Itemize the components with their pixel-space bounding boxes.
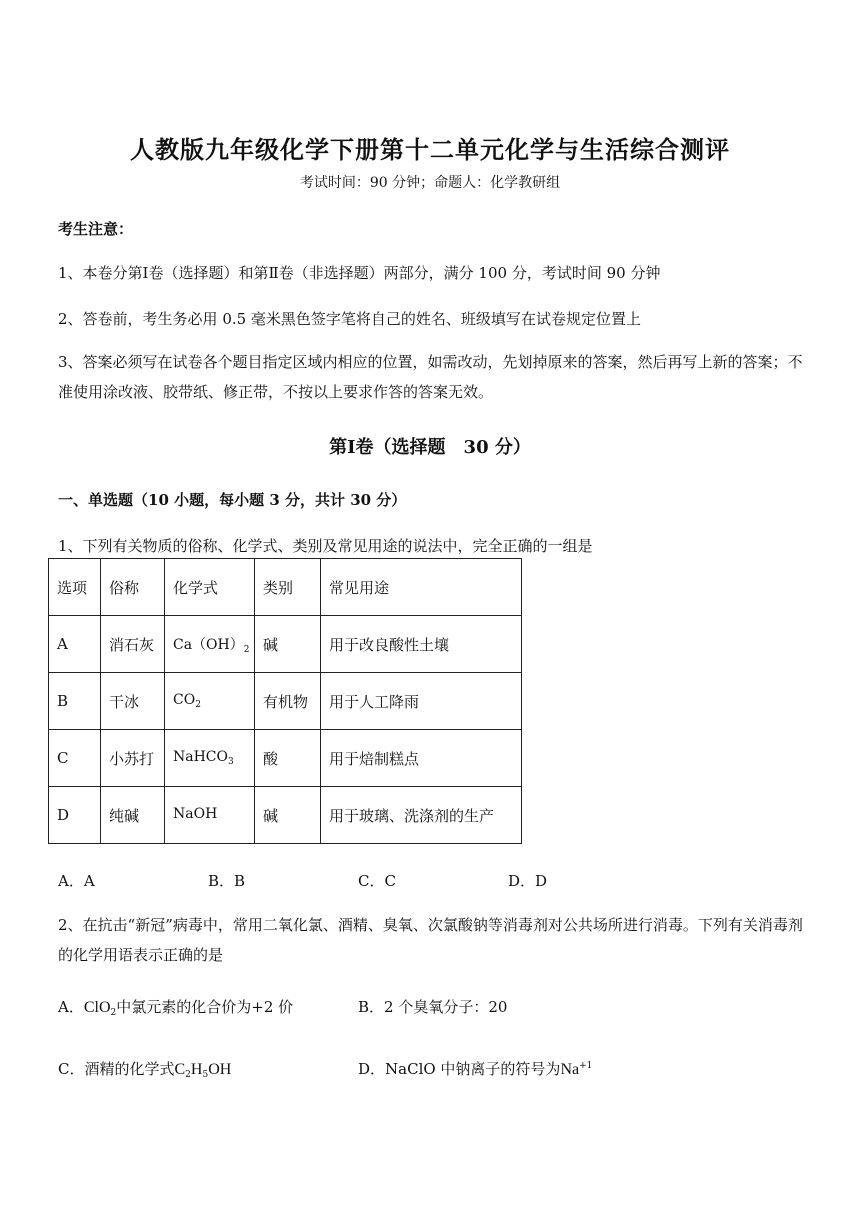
- table-row: [49, 787, 522, 844]
- table-header-cell: 类别: [255, 559, 321, 616]
- question-1-stem: 1、下列有关物质的俗称、化学式、类别及常见用途的说法中，完全正确的一组是: [58, 537, 593, 555]
- notice-item-3: 3、答案必须写在试卷各个题目指定区域内相应的位置，如需改动，先划掉原来的答案，然后再写上新的答案；不准使用涂改液、胶带纸、修正带，不按以上要求作答的答案无效。: [58, 353, 803, 401]
- row-common-name: 小苏打: [101, 730, 165, 787]
- question-2-choice-b[interactable]: B．2 个臭氧分子：20: [358, 998, 508, 1016]
- table-row: [49, 730, 522, 787]
- page-title: 人教版九年级化学下册第十二单元化学与生活综合测评: [130, 135, 730, 164]
- question-2-choice-c[interactable]: [58, 1058, 231, 1080]
- question-2-stem: 2、在抗击“新冠”病毒中，常用二氧化氯、酒精、臭氧、次氯酸钠等消毒剂对公共场所进行消毒。下列有关消毒剂的化学用语表示正确的是: [58, 916, 803, 964]
- notice-heading: 考生注意：: [58, 220, 134, 238]
- table-header-cell: 俗称: [101, 559, 165, 616]
- choice-text: D．NaClO 中钠离子的符号为: [358, 1060, 561, 1078]
- choice-prefix: A．: [58, 998, 84, 1016]
- row-use: 用于改良酸性土壤: [321, 616, 522, 673]
- table-header-cell: 常见用途: [321, 559, 522, 616]
- section-title: 第Ⅰ卷（选择题 30 分）: [329, 437, 531, 458]
- row-common-name: 消石灰: [101, 616, 165, 673]
- row-category: 碱: [255, 787, 321, 844]
- row-formula: [165, 616, 255, 673]
- formula-text: CO: [173, 692, 196, 708]
- ion-charge: +1: [579, 1061, 593, 1071]
- chem-formula: OH: [208, 1061, 232, 1078]
- notice-item-2: 2、答卷前，考生务必用 0.5 毫米黑色签字笔将自己的姓名、班级填写在试卷规定位置上: [58, 310, 641, 328]
- formula-text: Ca（OH）: [173, 636, 244, 653]
- table-row: [49, 616, 522, 673]
- question-1-choice-b[interactable]: B．B: [208, 872, 246, 890]
- formula-subscript: 2: [195, 700, 201, 710]
- row-category: 酸: [255, 730, 321, 787]
- ion-symbol: Na: [560, 1061, 580, 1078]
- table-header-row: [49, 559, 522, 616]
- formula-subscript: 2: [243, 644, 250, 655]
- formula-text: NaHCO: [173, 749, 228, 765]
- chem-formula: H: [190, 1061, 203, 1078]
- choice-text: C．酒精的化学式: [58, 1060, 175, 1078]
- formula-subscript: 2: [110, 1008, 117, 1018]
- notice-item-1: 1、本卷分第Ⅰ卷（选择题）和第Ⅱ卷（非选择题）两部分，满分 100 分，考试时间 90 分钟: [58, 264, 661, 282]
- question-1-choice-c[interactable]: C．C: [358, 872, 396, 890]
- row-option: D: [49, 787, 101, 844]
- exam-info: 考试时间：90 分钟；命题人：化学教研组: [299, 175, 561, 191]
- row-category: 碱: [255, 616, 321, 673]
- row-formula: [165, 673, 255, 730]
- question-1-choice-d[interactable]: D．D: [508, 872, 548, 890]
- section-subheading: 一、单选题（10 小题，每小题 3 分，共计 30 分）: [58, 491, 407, 509]
- row-formula: [165, 787, 255, 844]
- formula-text: NaOH: [173, 806, 218, 822]
- question-1-table: [48, 558, 522, 844]
- formula-subscript: 3: [228, 757, 234, 767]
- table-header-cell: 选项: [49, 559, 101, 616]
- question-2-choice-a[interactable]: [58, 996, 293, 1018]
- row-use: 用于玻璃、洗涤剂的生产: [321, 787, 522, 844]
- row-category: 有机物: [255, 673, 321, 730]
- row-option: C: [49, 730, 101, 787]
- row-use: 用于人工降雨: [321, 673, 522, 730]
- row-formula: [165, 730, 255, 787]
- choice-text: 中氯元素的化合价为+2 价: [116, 998, 294, 1016]
- chem-formula: ClO: [83, 999, 111, 1016]
- formula-subscript: 2: [185, 1070, 191, 1080]
- row-option: B: [49, 673, 101, 730]
- table-row: [49, 673, 522, 730]
- row-common-name: 干冰: [101, 673, 165, 730]
- row-common-name: 纯碱: [101, 787, 165, 844]
- row-use: 用于焙制糕点: [321, 730, 522, 787]
- row-option: A: [49, 616, 101, 673]
- table-header-cell: 化学式: [165, 559, 255, 616]
- formula-subscript: 5: [202, 1070, 209, 1080]
- question-2-choice-d[interactable]: [358, 1058, 592, 1079]
- chem-formula: C: [174, 1061, 186, 1078]
- question-1-choice-a[interactable]: A．A: [58, 872, 95, 890]
